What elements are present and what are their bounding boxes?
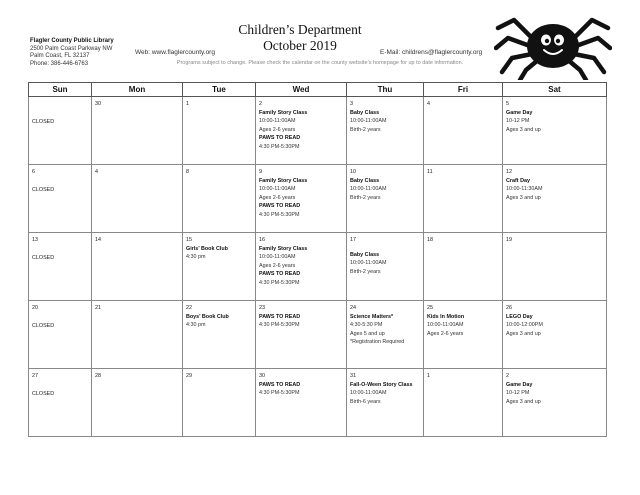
day-number: 19 xyxy=(506,237,512,243)
calendar-week-row xyxy=(29,97,607,165)
day-number: 21 xyxy=(95,305,101,311)
event-detail: 10:00-11:30AM xyxy=(506,186,543,193)
department-title: Children’s Department xyxy=(238,22,362,37)
calendar-day-cell xyxy=(347,233,424,301)
event-detail: Ages 3 and up xyxy=(506,194,541,201)
event-detail: 4:30-5:30 PM xyxy=(350,322,383,329)
day-number: 22 xyxy=(186,305,192,311)
day-number: 27 xyxy=(32,373,38,379)
event-detail: Birth-2 years xyxy=(350,268,381,275)
calendar-day-cell xyxy=(347,369,424,437)
day-number: 31 xyxy=(350,373,356,379)
calendar-week-row xyxy=(29,301,607,369)
calendar-day-cell xyxy=(92,165,183,233)
closed-label: CLOSED xyxy=(32,186,55,193)
calendar-day-cell xyxy=(183,233,256,301)
calendar-day-cell xyxy=(92,97,183,165)
day-number: 12 xyxy=(506,169,512,175)
day-number: 1 xyxy=(427,373,430,379)
calendar-day-cell xyxy=(503,369,607,437)
event-title: Boys’ Book Club xyxy=(186,313,229,320)
event-title: Family Story Class xyxy=(259,177,308,184)
day-number: 10 xyxy=(350,169,356,175)
calendar-day-cell xyxy=(503,97,607,165)
calendar-day-cell xyxy=(92,369,183,437)
library-phone: Phone: 386-446-6763 xyxy=(30,60,89,67)
day-number: 29 xyxy=(186,373,192,379)
event-detail: Ages 3 and up xyxy=(506,398,541,405)
day-number: 16 xyxy=(259,237,265,243)
calendar-day-cell xyxy=(256,233,347,301)
event-detail: 4:30 PM-5:30PM xyxy=(259,322,300,329)
calendar-week-row xyxy=(29,369,607,437)
day-number: 26 xyxy=(506,305,512,311)
event-detail: Ages 2-6 years xyxy=(259,194,296,201)
weekday-header-row xyxy=(29,83,607,97)
event-detail: 4:30 pm xyxy=(186,322,206,329)
library-name: Flagler County Public Library xyxy=(30,38,114,44)
weekday-header-tue: Tue xyxy=(183,83,256,97)
event-detail: 4:30 PM-5:30PM xyxy=(259,279,300,286)
day-number: 24 xyxy=(350,305,356,311)
calendar-day-cell xyxy=(503,165,607,233)
event-title: LEGO Day xyxy=(506,313,533,320)
weekday-header-sun: Sun xyxy=(29,83,92,97)
closed-label: CLOSED xyxy=(32,118,55,125)
event-title: PAWS TO READ xyxy=(259,271,301,278)
calendar-day-cell xyxy=(92,301,183,369)
event-title: Baby Class xyxy=(350,109,380,116)
event-title: Girls’ Book Club xyxy=(186,245,228,252)
event-detail: 10-12 PM xyxy=(506,118,530,125)
day-number: 5 xyxy=(506,101,509,107)
day-number: 14 xyxy=(95,237,101,243)
calendar-day-cell xyxy=(29,97,92,165)
event-title: PAWS TO READ xyxy=(259,381,301,388)
event-detail: Birth-2 years xyxy=(350,126,381,133)
calendar-day-cell xyxy=(29,165,92,233)
event-detail: 4:30 PM-5:30PM xyxy=(259,390,300,397)
day-number: 17 xyxy=(350,237,356,243)
event-title: Science Matters* xyxy=(350,313,394,320)
event-detail: 4:30 pm xyxy=(186,254,206,261)
event-detail: 10:00-11:00AM xyxy=(350,260,387,267)
calendar-day-cell xyxy=(256,165,347,233)
calendar-day-cell xyxy=(347,165,424,233)
weekday-header-mon: Mon xyxy=(92,83,183,97)
spider-icon xyxy=(494,8,612,80)
event-title: PAWS TO READ xyxy=(259,203,301,210)
day-number: 8 xyxy=(186,169,189,175)
event-detail: Ages 2-6 years xyxy=(259,262,296,269)
calendar-day-cell xyxy=(424,301,503,369)
event-title: Game Day xyxy=(506,381,533,388)
day-number: 4 xyxy=(95,169,98,175)
event-title: PAWS TO READ xyxy=(259,313,301,320)
calendar-day-cell xyxy=(256,97,347,165)
library-address-line1: 2500 Palm Coast Parkway NW xyxy=(30,45,113,52)
weekday-header-sat: Sat xyxy=(503,83,607,97)
event-detail: 10:00-12:00PM xyxy=(506,322,543,329)
calendar-day-cell xyxy=(424,233,503,301)
day-number: 20 xyxy=(32,305,38,311)
day-number: 23 xyxy=(259,305,265,311)
event-title: Game Day xyxy=(506,109,533,116)
event-title: Baby Class xyxy=(350,177,380,184)
day-number: 30 xyxy=(259,373,265,379)
weekday-header-fri: Fri xyxy=(424,83,503,97)
day-number xyxy=(32,100,88,109)
weekday-header-thu: Thu xyxy=(347,83,424,97)
event-detail: Ages 3 and up xyxy=(506,330,541,337)
event-detail: Ages 3 and up xyxy=(506,126,541,133)
calendar-day-cell xyxy=(29,369,92,437)
day-number: 9 xyxy=(259,169,262,175)
event-detail: 10:00-11:00AM xyxy=(350,118,387,125)
event-detail: 4:30 PM-5:30PM xyxy=(259,211,300,218)
calendar-day-cell xyxy=(424,97,503,165)
closed-label: CLOSED xyxy=(32,254,55,261)
calendar-day-cell xyxy=(92,233,183,301)
day-number: 30 xyxy=(95,101,101,107)
day-number: 4 xyxy=(427,101,430,107)
event-detail: *Registration Required xyxy=(350,339,405,346)
day-number: 25 xyxy=(427,305,433,311)
event-detail: Ages 2-6 years xyxy=(259,126,296,133)
event-title: PAWS TO READ xyxy=(259,135,301,142)
event-detail: 10:00-11:00AM xyxy=(427,322,464,329)
day-number: 15 xyxy=(186,237,192,243)
closed-label: CLOSED xyxy=(32,322,55,329)
event-detail: 4:30 PM-5:30PM xyxy=(259,143,300,150)
closed-label: CLOSED xyxy=(32,390,55,397)
day-number: 11 xyxy=(427,169,433,175)
calendar-day-cell xyxy=(183,369,256,437)
library-address-line2: Palm Coast, FL 32137 xyxy=(30,53,90,59)
event-title: Family Story Class xyxy=(259,109,308,116)
day-number: 18 xyxy=(427,237,433,243)
email-link[interactable]: E-Mail: childrens@flaglercounty.org xyxy=(380,49,483,56)
calendar-day-cell xyxy=(503,301,607,369)
calendar-week-row xyxy=(29,233,607,301)
calendar-day-cell xyxy=(29,233,92,301)
event-detail: 10:00-11:00AM xyxy=(259,118,296,125)
day-number: 1 xyxy=(186,101,189,107)
calendar-week-row xyxy=(29,165,607,233)
calendar-day-cell xyxy=(183,97,256,165)
event-detail: 10-12 PM xyxy=(506,390,530,397)
day-number: 3 xyxy=(350,101,353,107)
weekday-header-wed: Wed xyxy=(256,83,347,97)
calendar-day-cell xyxy=(347,97,424,165)
calendar-day-cell xyxy=(183,301,256,369)
event-detail: 10:00-11:00AM xyxy=(350,186,387,193)
calendar-day-cell xyxy=(424,165,503,233)
event-detail: 10:00-11:00AM xyxy=(350,390,387,397)
calendar-day-cell xyxy=(256,369,347,437)
event-detail: Ages 2-6 years xyxy=(427,330,464,337)
day-number: 6 xyxy=(32,169,35,175)
event-detail: Birth-2 years xyxy=(350,194,381,201)
event-title: Craft Day xyxy=(506,177,530,184)
event-detail: Ages 5 and up xyxy=(350,330,385,337)
calendar-day-cell xyxy=(503,233,607,301)
event-detail: Birth-6 years xyxy=(350,398,381,405)
day-number: 13 xyxy=(32,237,38,243)
event-title: Baby Class xyxy=(350,251,380,258)
calendar-grid xyxy=(28,82,607,437)
page-title xyxy=(200,22,400,54)
day-number: 2 xyxy=(259,101,262,107)
day-number: 28 xyxy=(95,373,101,379)
calendar-day-cell xyxy=(256,301,347,369)
event-title: Fall-O-Ween Story Class xyxy=(350,381,413,388)
event-title: Family Story Class xyxy=(259,245,308,252)
day-number: 2 xyxy=(506,373,509,379)
calendar-day-cell xyxy=(424,369,503,437)
schedule-notice: Programs subject to change. Please check the calendar on the county website’s homepage for up to date information. xyxy=(176,60,464,66)
website-link[interactable]: Web: www.flaglercounty.org xyxy=(135,49,215,56)
event-detail: 10:00-11:00AM xyxy=(259,186,296,193)
calendar-day-cell xyxy=(347,301,424,369)
calendar-day-cell xyxy=(183,165,256,233)
calendar-day-cell xyxy=(29,301,92,369)
month-title: October 2019 xyxy=(263,38,337,53)
event-detail: 10:00-11:00AM xyxy=(259,254,296,261)
event-title: Kids In Motion xyxy=(427,313,465,320)
